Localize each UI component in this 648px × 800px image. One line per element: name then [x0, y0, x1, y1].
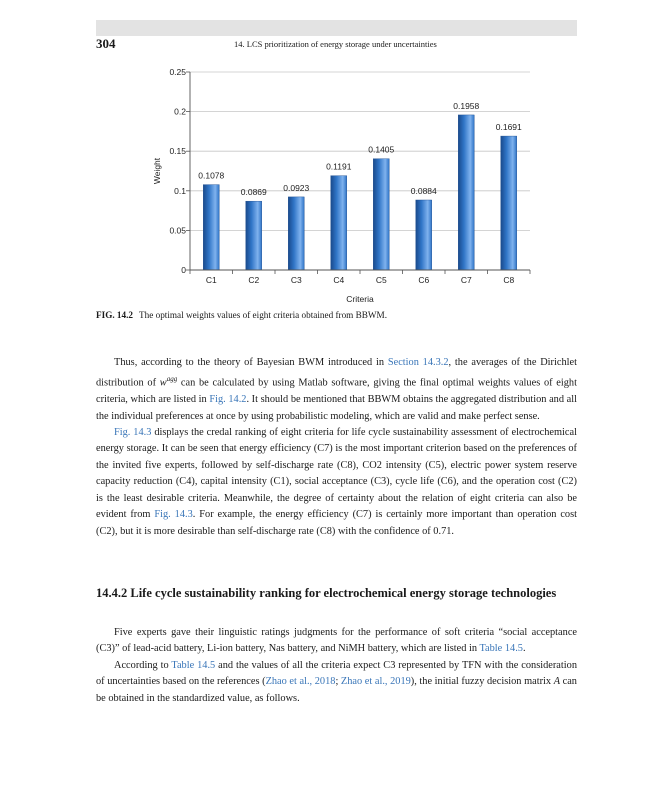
bar-c5	[373, 159, 389, 270]
bar-c7	[458, 115, 474, 270]
y-tick-label: 0	[181, 265, 186, 275]
w-superscript: agg	[166, 375, 178, 384]
page-number: 304	[96, 36, 116, 51]
text-run: Thus, according to the theory of Bayesian BWM introduced in	[114, 357, 388, 368]
text-run: displays the credal ranking of eight criteria for life cycle sustainability assessment of electrochemical energy storage. It can be seen that energy efficiency (C7) is the most important criterion based on the preferences of the invited five experts, followed by self-discharge rate (C8), CO2 intensity (C5), electric power system reserve capacity reduction (C4), capital intensity (C1), social acceptance (C3), cycle life (C6), and the operation cost (C2) is the least desirable criteria. Meanwhile, the degree of certainty about the relation of eight criteria can also be evident from	[96, 427, 577, 521]
text-run: . It should be mentioned that BBWM obtains the aggregated distribution and all the individual preferences at once by using probabilistic modeling, which are valid and make perfect sense.	[96, 394, 577, 422]
y-tick-label: 0.05	[169, 225, 186, 236]
bar-c1	[203, 185, 219, 270]
link-zhao-2019[interactable]: Zhao et al., 2019	[340, 676, 411, 688]
text-run: ), the initial fuzzy decision matrix	[410, 676, 554, 688]
x-tick-label: C4	[333, 275, 345, 285]
x-tick-label: C6	[418, 275, 430, 285]
y-tick-label: 0.15	[169, 146, 186, 157]
link-table-14-5[interactable]: Table 14.5	[479, 643, 523, 655]
y-axis-title: Weight	[152, 157, 162, 185]
running-title: 14. LCS prioritization of energy storage under uncertainties	[234, 39, 437, 49]
chart-svg	[140, 60, 540, 315]
y-tick-label: 0.2	[174, 106, 186, 117]
x-tick-label: C7	[460, 275, 472, 285]
w-symbol: w	[159, 377, 167, 389]
link-fig-14-3[interactable]: Fig. 14.3	[154, 509, 193, 521]
data-label: 0.1691	[495, 122, 522, 133]
bar-c6	[416, 200, 432, 270]
text-run: can be obtained in the standardized value, as follows.	[96, 676, 577, 704]
text-run: According to	[114, 659, 172, 671]
y-tick-label: 0.25	[169, 67, 186, 77]
paragraph-bayesian-bwm	[96, 355, 577, 540]
text-run: Five experts gave their linguistic ratings judgments for the performance of soft criteria “social acceptance (C3)” of lead-acid battery, Li-ion battery, Nas battery, and NiMH battery, which are listed in	[96, 627, 577, 655]
bar-c3	[288, 197, 304, 270]
x-tick-label: C3	[290, 275, 302, 285]
link-fig-14-3[interactable]: Fig. 14.3	[114, 427, 152, 439]
text-run: . For example, the energy efficiency (C7) is certainly more important than operation cost (C2), but it is more desirable than self-discharge rate (C8) with the confidence of 0.71.	[96, 509, 577, 537]
matrix-symbol: A	[553, 676, 561, 688]
figure-label: FIG. 14.2	[96, 310, 134, 320]
text-run: .	[522, 643, 526, 655]
text-run: can be calculated by using Matlab software, giving the final optimal weights values of eight criteria, which are listed in	[96, 377, 577, 406]
bar-c8	[501, 136, 517, 270]
y-tick-label: 0.1	[174, 185, 186, 196]
link-section-14-3-2[interactable]: Section 14.3.2	[387, 357, 449, 368]
data-label: 0.1191	[326, 161, 352, 172]
figure-caption	[96, 310, 387, 320]
weights-bar-chart	[140, 60, 540, 315]
running-head	[96, 37, 577, 53]
section-heading: 14.4.2 Life cycle sustainability ranking for electrochemical energy storage technologies	[96, 586, 557, 600]
bar-c2	[246, 201, 262, 270]
x-axis-title: Criteria	[346, 294, 374, 304]
text-run: , the averages of the Dirichlet distribution of	[96, 357, 577, 389]
header-bar	[96, 20, 577, 36]
data-label: 0.1078	[198, 170, 225, 181]
data-label: 0.0869	[240, 187, 267, 198]
x-tick-label: C8	[503, 275, 515, 285]
bar-c4	[331, 176, 347, 270]
data-label: 0.0884	[410, 185, 437, 196]
link-table-14-5[interactable]: Table 14.5	[171, 659, 216, 671]
link-zhao-2018[interactable]: Zhao et al., 2018	[265, 676, 336, 688]
x-tick-label: C1	[205, 275, 217, 285]
data-label: 0.0923	[283, 182, 310, 193]
paragraph-expert-ratings	[96, 625, 577, 707]
text-run: and the values of all the criteria expect C3 represented by TFN with the consideration of uncertainties based on the references (	[96, 659, 577, 688]
data-label: 0.1405	[368, 144, 395, 155]
data-label: 0.1958	[453, 100, 480, 111]
x-tick-label: C5	[375, 275, 387, 285]
text-run: ;	[335, 676, 341, 688]
x-tick-label: C2	[248, 275, 260, 285]
figure-caption-text: The optimal weights values of eight criteria obtained from BBWM.	[139, 310, 388, 320]
link-fig-14-2[interactable]: Fig. 14.2	[209, 394, 247, 406]
